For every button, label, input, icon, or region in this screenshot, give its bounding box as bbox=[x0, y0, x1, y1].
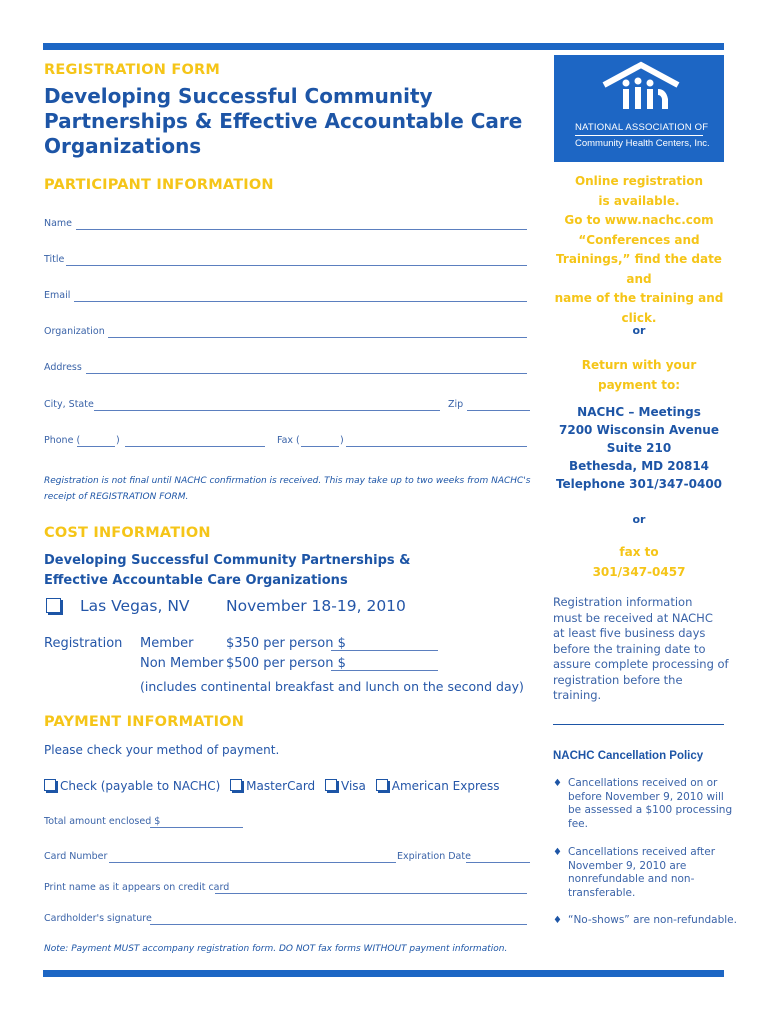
fax-area-code-field[interactable] bbox=[301, 446, 339, 447]
member-label: Member bbox=[140, 636, 194, 651]
event-location: Las Vegas, NV bbox=[80, 597, 190, 615]
address-field[interactable] bbox=[86, 373, 527, 374]
nonmember-label: Non Member bbox=[140, 656, 224, 671]
page-title bbox=[44, 84, 524, 159]
bullet-diamond-icon: ♦ bbox=[553, 847, 562, 858]
city-state-label: City, State bbox=[44, 399, 94, 410]
phone-close-paren: ) bbox=[116, 435, 120, 446]
address-label: Address bbox=[44, 362, 82, 373]
name-label: Name bbox=[44, 218, 73, 229]
title-line-3: Organizations bbox=[44, 134, 202, 158]
online-line-2: is available. bbox=[598, 193, 680, 208]
member-amount-field[interactable] bbox=[331, 650, 438, 651]
policy-item-1 bbox=[568, 777, 733, 831]
address-line-5: Telephone 301/347-0400 bbox=[555, 477, 723, 491]
phone-label: Phone ( bbox=[44, 435, 81, 446]
mailing-address bbox=[549, 403, 729, 493]
event-name-line-2: Effective Accountable Care Organizations bbox=[44, 573, 348, 588]
amex-checkbox[interactable] bbox=[376, 779, 500, 793]
signature-label: Cardholder's signature bbox=[44, 913, 152, 924]
nachc-logo bbox=[554, 55, 724, 162]
event-name-line-1: Developing Successful Community Partnerships & bbox=[44, 553, 411, 568]
expiration-label: Expiration Date bbox=[397, 851, 471, 862]
visa-checkbox[interactable] bbox=[325, 779, 366, 793]
fax-close-paren: ) bbox=[340, 435, 344, 446]
bullet-diamond-icon: ♦ bbox=[553, 915, 562, 926]
nonmember-amount-field[interactable] bbox=[331, 670, 438, 671]
policy1-line-1: Cancellations received on or bbox=[568, 777, 718, 789]
deadline-line-6: registration before the training. bbox=[553, 672, 683, 702]
mastercard-label: MasterCard bbox=[246, 779, 316, 793]
card-number-field[interactable] bbox=[109, 862, 396, 863]
logo-org-line-2: Community Health Centers, Inc. bbox=[575, 138, 710, 149]
title-label: Title bbox=[44, 254, 65, 265]
print-name-label: Print name as it appears on credit card bbox=[44, 882, 230, 893]
expiration-field[interactable] bbox=[466, 862, 530, 863]
mastercard-checkbox[interactable] bbox=[230, 779, 315, 793]
return-line-1: Return with your bbox=[581, 358, 697, 372]
event-checkbox[interactable] bbox=[46, 598, 61, 617]
fax-number-field[interactable] bbox=[346, 446, 527, 447]
policy2-line-2: November 9, 2010 are bbox=[568, 859, 687, 872]
fax-label: Fax ( bbox=[277, 435, 300, 446]
visa-label: Visa bbox=[341, 779, 366, 793]
online-line-6: name of the training and bbox=[554, 291, 724, 305]
name-field[interactable] bbox=[76, 229, 527, 230]
policy2-line-1: Cancellations received after bbox=[568, 846, 716, 858]
logo-divider bbox=[575, 135, 703, 136]
deadline-line-5: assure complete processing of bbox=[553, 657, 729, 671]
deadline-line-4: before the training date to bbox=[553, 641, 706, 656]
registration-label: Registration bbox=[44, 636, 123, 651]
member-price: $350 per person $ bbox=[226, 636, 346, 651]
return-payment-info bbox=[549, 356, 729, 395]
bottom-rule bbox=[43, 970, 724, 977]
check-checkbox[interactable] bbox=[44, 779, 220, 793]
online-registration-info bbox=[549, 172, 729, 328]
title-line-1: Developing Successful Community bbox=[44, 84, 433, 108]
organization-field[interactable] bbox=[108, 337, 527, 338]
city-state-field[interactable] bbox=[94, 410, 440, 411]
deadline-line-1: Registration information bbox=[553, 595, 693, 609]
policy2-line-3: nonrefundable and non- bbox=[568, 873, 695, 885]
registration-note-line-1: Registration is not final until NACHC confirmation is received. This may take up to two weeks from NACHC's bbox=[44, 476, 531, 486]
fax-line-1: fax to bbox=[619, 545, 659, 559]
deadline-info bbox=[553, 595, 733, 704]
sidebar-divider bbox=[553, 724, 724, 725]
includes-note: (includes continental breakfast and lunch on the second day) bbox=[140, 679, 524, 694]
signature-field[interactable] bbox=[150, 924, 527, 925]
online-line-1: Online registration bbox=[574, 174, 704, 188]
event-name bbox=[44, 551, 464, 591]
address-line-4: Bethesda, MD 20814 bbox=[568, 459, 710, 473]
fax-info bbox=[549, 543, 729, 582]
policy-item-3 bbox=[568, 914, 738, 928]
return-line-2: payment to: bbox=[597, 377, 681, 392]
policy1-line-2: before November 9, 2010 will bbox=[568, 790, 724, 803]
email-label: Email bbox=[44, 290, 71, 301]
card-number-label: Card Number bbox=[44, 851, 108, 862]
organization-label: Organization bbox=[44, 326, 105, 337]
zip-label: Zip bbox=[448, 399, 464, 410]
deadline-line-2: must be received at NACHC bbox=[553, 610, 713, 625]
total-label: Total amount enclosed $ bbox=[44, 816, 161, 827]
online-line-3: Go to www.nachc.com bbox=[564, 213, 714, 227]
bullet-diamond-icon: ♦ bbox=[553, 778, 562, 789]
or-divider-2: or bbox=[632, 513, 646, 526]
or-divider-1: or bbox=[632, 324, 646, 337]
payment-instruction: Please check your method of payment. bbox=[44, 743, 280, 757]
payment-note: Note: Payment MUST accompany registration form. DO NOT fax forms WITHOUT payment information. bbox=[44, 944, 508, 954]
print-name-field[interactable] bbox=[215, 893, 527, 894]
online-line-4: “Conferences and bbox=[578, 232, 700, 247]
email-field[interactable] bbox=[74, 301, 527, 302]
policy2-line-4: transferable. bbox=[568, 886, 636, 899]
fax-line-2: 301/347-0457 bbox=[592, 564, 686, 579]
check-label: Check (payable to NACHC) bbox=[60, 779, 221, 793]
amex-label: American Express bbox=[391, 779, 500, 793]
event-dates: November 18-19, 2010 bbox=[226, 597, 406, 615]
title-field[interactable] bbox=[66, 265, 527, 266]
online-line-5: Trainings,” find the date and bbox=[556, 252, 722, 286]
address-line-2: 7200 Wisconsin Avenue bbox=[559, 423, 719, 437]
form-label: REGISTRATION FORM bbox=[44, 62, 220, 78]
logo-org-line-1: NATIONAL ASSOCIATION OF bbox=[575, 122, 709, 133]
deadline-line-3: at least five business days bbox=[553, 626, 706, 640]
cost-heading: COST INFORMATION bbox=[44, 525, 211, 541]
payment-heading: PAYMENT INFORMATION bbox=[44, 714, 245, 730]
cancellation-heading: NACHC Cancellation Policy bbox=[553, 750, 704, 762]
payment-methods bbox=[44, 779, 500, 793]
policy3-line-1: “No-shows” are non-refundable. bbox=[568, 914, 737, 926]
zip-field[interactable] bbox=[467, 410, 530, 411]
policy1-line-4: fee. bbox=[568, 817, 588, 830]
phone-area-code-field[interactable] bbox=[77, 446, 115, 447]
top-rule bbox=[43, 43, 724, 50]
registration-note bbox=[44, 473, 544, 505]
nonmember-price: $500 per person $ bbox=[226, 656, 346, 671]
title-line-2: Partnerships & Effective Accountable Care bbox=[44, 109, 523, 133]
online-line-7: click. bbox=[621, 310, 657, 325]
phone-number-field[interactable] bbox=[125, 446, 265, 447]
policy1-line-3: be assessed a $100 processing bbox=[568, 804, 733, 816]
total-amount-field[interactable] bbox=[150, 827, 243, 828]
registration-note-line-2: receipt of REGISTRATION FORM. bbox=[44, 492, 189, 502]
address-line-3: Suite 210 bbox=[606, 441, 672, 455]
policy-item-2 bbox=[568, 846, 733, 900]
address-line-1: NACHC – Meetings bbox=[577, 405, 701, 419]
house-icon bbox=[596, 59, 686, 119]
participant-heading: PARTICIPANT INFORMATION bbox=[44, 177, 274, 193]
